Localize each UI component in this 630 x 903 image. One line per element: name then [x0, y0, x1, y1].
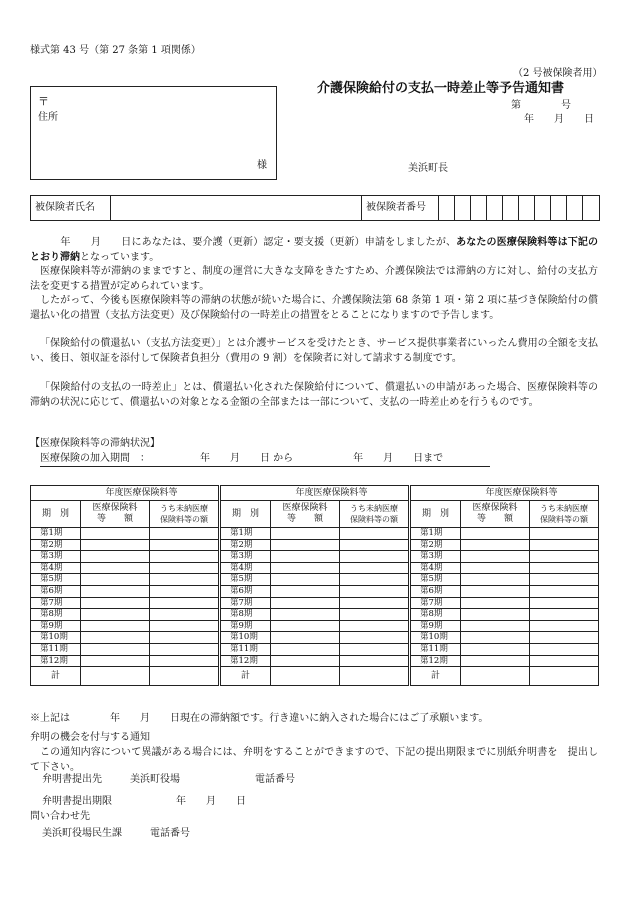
amount-cell[interactable]: [461, 643, 530, 655]
period-label: 第12期: [31, 655, 81, 667]
period-label: 第3期: [31, 551, 81, 563]
contact-heading: 問い合わせ先: [30, 811, 90, 822]
table-row: [411, 539, 599, 551]
table-row: [31, 574, 219, 586]
contact-dept: 美浜町役場民生課: [42, 828, 122, 839]
table-row: [31, 655, 219, 667]
period-label: 第8期: [221, 609, 271, 621]
total-row: [31, 667, 219, 686]
period-label: 第11期: [411, 643, 461, 655]
unpaid-cell[interactable]: [340, 528, 409, 540]
col-amount-line2: 等 額: [96, 514, 133, 524]
col-unpaid-line2: 保険料等の額: [350, 515, 398, 524]
unpaid-cell[interactable]: [150, 585, 219, 597]
amount-cell[interactable]: [461, 585, 530, 597]
body-paragraph-2: 医療保険料等が滞納のままですと、制度の運営に大きな支障をきたすため、介護保険法では滞納の方に対し、給付の支払方法を変更する措置が定められています。: [30, 266, 598, 292]
table-row: [221, 585, 409, 597]
total-label: 計: [221, 667, 271, 686]
amount-cell[interactable]: [271, 643, 340, 655]
amount-cell[interactable]: [271, 655, 340, 667]
table-row: [31, 562, 219, 574]
amount-cell[interactable]: [461, 597, 530, 609]
address-box: [30, 86, 277, 180]
unpaid-cell[interactable]: [530, 643, 599, 655]
number-digit[interactable]: [439, 196, 455, 220]
total-amount-cell[interactable]: [271, 667, 340, 686]
number-digit[interactable]: [551, 196, 567, 220]
amount-cell[interactable]: [271, 551, 340, 563]
total-unpaid-cell[interactable]: [340, 667, 409, 686]
period-label: 第8期: [411, 609, 461, 621]
unpaid-cell[interactable]: [340, 620, 409, 632]
amount-cell[interactable]: [81, 643, 150, 655]
col-amount: [461, 501, 530, 528]
period-label: 第10期: [31, 632, 81, 644]
table-row: [411, 585, 599, 597]
period-label: 第2期: [31, 539, 81, 551]
year-header: [411, 486, 599, 501]
table-row: [411, 609, 599, 621]
amount-cell[interactable]: [271, 632, 340, 644]
unpaid-cell[interactable]: [340, 539, 409, 551]
table-row: [411, 551, 599, 563]
period-value: 年 月 日 から 年 月 日まで: [200, 453, 444, 464]
appeal-dest-label: 弁明書提出先: [42, 774, 102, 785]
unpaid-cell[interactable]: [340, 551, 409, 563]
unpaid-cell[interactable]: [530, 597, 599, 609]
col-unpaid-line1: うち未納医療: [160, 504, 208, 513]
amount-cell[interactable]: [271, 562, 340, 574]
total-amount-cell[interactable]: [461, 667, 530, 686]
amount-cell[interactable]: [461, 562, 530, 574]
p1-suffix: となっています。: [80, 251, 160, 263]
table-row: [221, 655, 409, 667]
amount-cell[interactable]: [81, 597, 150, 609]
total-label: 計: [411, 667, 461, 686]
number-label: 被保険者番号: [362, 196, 439, 220]
col-unpaid: [340, 501, 409, 528]
unpaid-cell[interactable]: [530, 528, 599, 540]
form-label: 様式第 43 号（第 27 条第 1 項関係）: [30, 45, 201, 56]
table-row: [31, 620, 219, 632]
appeal-dest-value: 美浜町役場: [130, 774, 180, 785]
number-digit[interactable]: [455, 196, 471, 220]
table-row: [31, 551, 219, 563]
col-unpaid-line2: 保険料等の額: [160, 515, 208, 524]
unpaid-cell[interactable]: [530, 609, 599, 621]
col-unpaid: [530, 501, 599, 528]
period-label: 第3期: [221, 551, 271, 563]
period-label: 第7期: [411, 597, 461, 609]
unpaid-cell[interactable]: [530, 620, 599, 632]
col-amount-line2: 等 額: [286, 514, 323, 524]
unpaid-cell[interactable]: [150, 539, 219, 551]
year-header: [31, 486, 219, 501]
arrears-heading: 【医療保険料等の滞納状況】: [30, 438, 160, 449]
table-row: [221, 574, 409, 586]
period-label: 第11期: [221, 643, 271, 655]
amount-cell[interactable]: [271, 585, 340, 597]
table-row: [411, 632, 599, 644]
col-unpaid-line1: うち未納医療: [350, 504, 398, 513]
body-paragraph-3: したがって、今後も医療保険料等の滞納の状態が続いた場合に、介護保険法第 68 条第 1 項・第 2 項に基づき保険給付の償還払い化の措置（支払方法変更）及び保険給付の一時差止の措置をとることになりますので予告します。: [30, 295, 598, 321]
issue-date: 年 月 日: [524, 114, 594, 125]
col-period: 期 別: [411, 501, 461, 528]
amount-cell[interactable]: [461, 574, 530, 586]
amount-cell[interactable]: [271, 597, 340, 609]
insured-type: （2 号被保険者用）: [513, 68, 603, 79]
table-row: [221, 551, 409, 563]
col-period: 期 別: [221, 501, 271, 528]
amount-cell[interactable]: [461, 539, 530, 551]
amount-cell[interactable]: [81, 620, 150, 632]
period-label: 第1期: [411, 528, 461, 540]
arrears-note: ※上記は 年 月 日現在の滞納額です。行き違いに納入された場合にはご了承願います。: [30, 713, 489, 724]
amount-cell[interactable]: [461, 551, 530, 563]
amount-cell[interactable]: [461, 655, 530, 667]
col-unpaid-line1: うち未納医療: [540, 504, 588, 513]
table-row: [221, 528, 409, 540]
unpaid-cell[interactable]: [340, 597, 409, 609]
amount-cell[interactable]: [271, 574, 340, 586]
amount-cell[interactable]: [461, 632, 530, 644]
unpaid-cell[interactable]: [150, 551, 219, 563]
amount-cell[interactable]: [81, 551, 150, 563]
period-label: 第12期: [221, 655, 271, 667]
unpaid-cell[interactable]: [340, 585, 409, 597]
body-paragraph-4: 「保険給付の償還払い（支払方法変更）」とは介護サービスを受けたとき、サービス提供事業者にいったん費用の全額を支払い、後日、領収証を添付して保険者負担分（費用の 9 割）を保険者に対して請求する制度です。: [30, 338, 598, 364]
col-amount-line2: 等 額: [476, 514, 513, 524]
amount-cell[interactable]: [271, 528, 340, 540]
arrears-period: [40, 452, 490, 467]
amount-cell[interactable]: [81, 574, 150, 586]
number-digit[interactable]: [503, 196, 519, 220]
unpaid-cell[interactable]: [150, 528, 219, 540]
amount-cell[interactable]: [271, 609, 340, 621]
number-digit[interactable]: [583, 196, 597, 220]
amount-cell[interactable]: [461, 620, 530, 632]
period-label: 第6期: [221, 585, 271, 597]
page-title: 介護保険給付の支払一時差止等予告通知書: [317, 81, 565, 96]
amount-cell[interactable]: [271, 620, 340, 632]
amount-cell[interactable]: [271, 539, 340, 551]
number-digit[interactable]: [519, 196, 535, 220]
period-label: 医療保険の加入期間 ：: [40, 453, 150, 464]
number-digit[interactable]: [487, 196, 503, 220]
table-row: [31, 643, 219, 655]
appeal-text: この通知内容について異議がある場合には、弁明をすることができますので、下記の提出期限までに別紙弁明書を 提出して下さい。: [30, 747, 598, 773]
unpaid-cell[interactable]: [530, 562, 599, 574]
table-row: [31, 597, 219, 609]
amount-cell[interactable]: [81, 528, 150, 540]
total-row: [411, 667, 599, 686]
period-label: 第2期: [221, 539, 271, 551]
unpaid-cell[interactable]: [150, 562, 219, 574]
name-field[interactable]: [111, 196, 362, 220]
col-amount-line1: 医療保険料: [92, 503, 138, 513]
col-unpaid-line2: 保険料等の額: [540, 515, 588, 524]
year-header-label: 年度医療保険料等: [485, 487, 558, 498]
period-label: 第5期: [31, 574, 81, 586]
unpaid-cell[interactable]: [340, 574, 409, 586]
payment-table: [220, 485, 409, 686]
total-row: [221, 667, 409, 686]
amount-cell[interactable]: [81, 609, 150, 621]
unpaid-cell[interactable]: [340, 632, 409, 644]
table-row: [411, 574, 599, 586]
p1-bold: あなたの医療保険料等は下記のとおり滞納: [30, 237, 599, 263]
year-header-label: 年度医療保険料等: [105, 487, 178, 498]
table-row: [411, 655, 599, 667]
col-amount-line1: 医療保険料: [282, 503, 328, 513]
body-paragraph-5: 「保険給付の支払の一時差止」とは、償還払い化された保険給付について、償還払いの申請があった場合、医療保険料等の滞納の状況に応じて、償還払いの対象となる金額の全部または一部について、支払の一時差止めを行うものです。: [30, 382, 598, 408]
period-label: 第1期: [221, 528, 271, 540]
period-label: 第11期: [31, 643, 81, 655]
number-digit[interactable]: [535, 196, 551, 220]
amount-cell[interactable]: [81, 585, 150, 597]
unpaid-cell[interactable]: [150, 655, 219, 667]
period-label: 第10期: [221, 632, 271, 644]
unpaid-cell[interactable]: [530, 551, 599, 563]
appeal-deadline-label: 弁明書提出期限: [42, 796, 112, 807]
period-label: 第8期: [31, 609, 81, 621]
period-label: 第6期: [31, 585, 81, 597]
period-label: 第10期: [411, 632, 461, 644]
period-label: 第2期: [411, 539, 461, 551]
table-row: [411, 643, 599, 655]
appeal-phone-label: 電話番号: [255, 774, 295, 785]
col-amount: [81, 501, 150, 528]
table-row: [221, 539, 409, 551]
period-label: 第12期: [411, 655, 461, 667]
appeal-deadline-value: 年 月 日: [176, 796, 246, 807]
p1-prefix: 年 月 日にあなたは、要介護（更新）認定・要支援（更新）申請をしましたが、: [30, 237, 457, 248]
unpaid-cell[interactable]: [340, 562, 409, 574]
unpaid-cell[interactable]: [530, 632, 599, 644]
unpaid-cell[interactable]: [340, 655, 409, 667]
table-row: [221, 632, 409, 644]
name-label: 被保険者氏名: [31, 196, 111, 220]
appeal-heading: 弁明の機会を付与する通知: [30, 732, 150, 743]
unpaid-cell[interactable]: [530, 539, 599, 551]
unpaid-cell[interactable]: [150, 574, 219, 586]
payment-table: [410, 485, 599, 686]
period-label: 第9期: [221, 620, 271, 632]
year-header-label: 年度医療保険料等: [295, 487, 368, 498]
unpaid-cell[interactable]: [530, 585, 599, 597]
period-label: 第4期: [411, 562, 461, 574]
unpaid-cell[interactable]: [150, 620, 219, 632]
unpaid-cell[interactable]: [340, 643, 409, 655]
period-label: 第5期: [411, 574, 461, 586]
unpaid-cell[interactable]: [150, 597, 219, 609]
total-unpaid-cell[interactable]: [150, 667, 219, 686]
table-row: [411, 528, 599, 540]
period-label: 第3期: [411, 551, 461, 563]
year-header: [221, 486, 409, 501]
total-label: 計: [31, 667, 81, 686]
table-row: [31, 539, 219, 551]
unpaid-cell[interactable]: [530, 574, 599, 586]
amount-cell[interactable]: [81, 632, 150, 644]
contact-phone-label: 電話番号: [150, 828, 190, 839]
amount-cell[interactable]: [81, 655, 150, 667]
postal-mark: 〒: [38, 95, 49, 108]
unpaid-cell[interactable]: [340, 609, 409, 621]
payment-table: [30, 485, 219, 686]
table-row: [221, 609, 409, 621]
table-row: [411, 620, 599, 632]
amount-cell[interactable]: [461, 609, 530, 621]
doc-number: 第 号: [511, 100, 571, 111]
unpaid-cell[interactable]: [150, 643, 219, 655]
table-row: [411, 597, 599, 609]
table-row: [31, 528, 219, 540]
insured-id-table: [30, 195, 600, 221]
period-label: 第4期: [31, 562, 81, 574]
total-unpaid-cell[interactable]: [530, 667, 599, 686]
amount-cell[interactable]: [461, 528, 530, 540]
period-label: 第5期: [221, 574, 271, 586]
col-amount: [271, 501, 340, 528]
col-unpaid: [150, 501, 219, 528]
address-label: 住所: [38, 112, 58, 123]
period-label: 第7期: [221, 597, 271, 609]
total-amount-cell[interactable]: [81, 667, 150, 686]
amount-cell[interactable]: [81, 562, 150, 574]
unpaid-cell[interactable]: [150, 609, 219, 621]
col-period: 期 別: [31, 501, 81, 528]
period-label: 第1期: [31, 528, 81, 540]
period-label: 第9期: [31, 620, 81, 632]
col-amount-line1: 医療保険料: [472, 503, 518, 513]
table-row: [31, 585, 219, 597]
number-digit[interactable]: [567, 196, 583, 220]
period-label: 第6期: [411, 585, 461, 597]
period-label: 第9期: [411, 620, 461, 632]
table-row: [221, 597, 409, 609]
issuer: 美浜町長: [408, 163, 448, 174]
table-row: [221, 562, 409, 574]
table-row: [221, 620, 409, 632]
table-row: [221, 643, 409, 655]
table-row: [411, 562, 599, 574]
unpaid-cell[interactable]: [150, 632, 219, 644]
number-digit[interactable]: [471, 196, 487, 220]
period-label: 第4期: [221, 562, 271, 574]
table-row: [31, 632, 219, 644]
unpaid-cell[interactable]: [530, 655, 599, 667]
period-label: 第7期: [31, 597, 81, 609]
table-row: [31, 609, 219, 621]
amount-cell[interactable]: [81, 539, 150, 551]
body-paragraph-1: [30, 236, 598, 265]
honorific: 様: [257, 160, 267, 171]
